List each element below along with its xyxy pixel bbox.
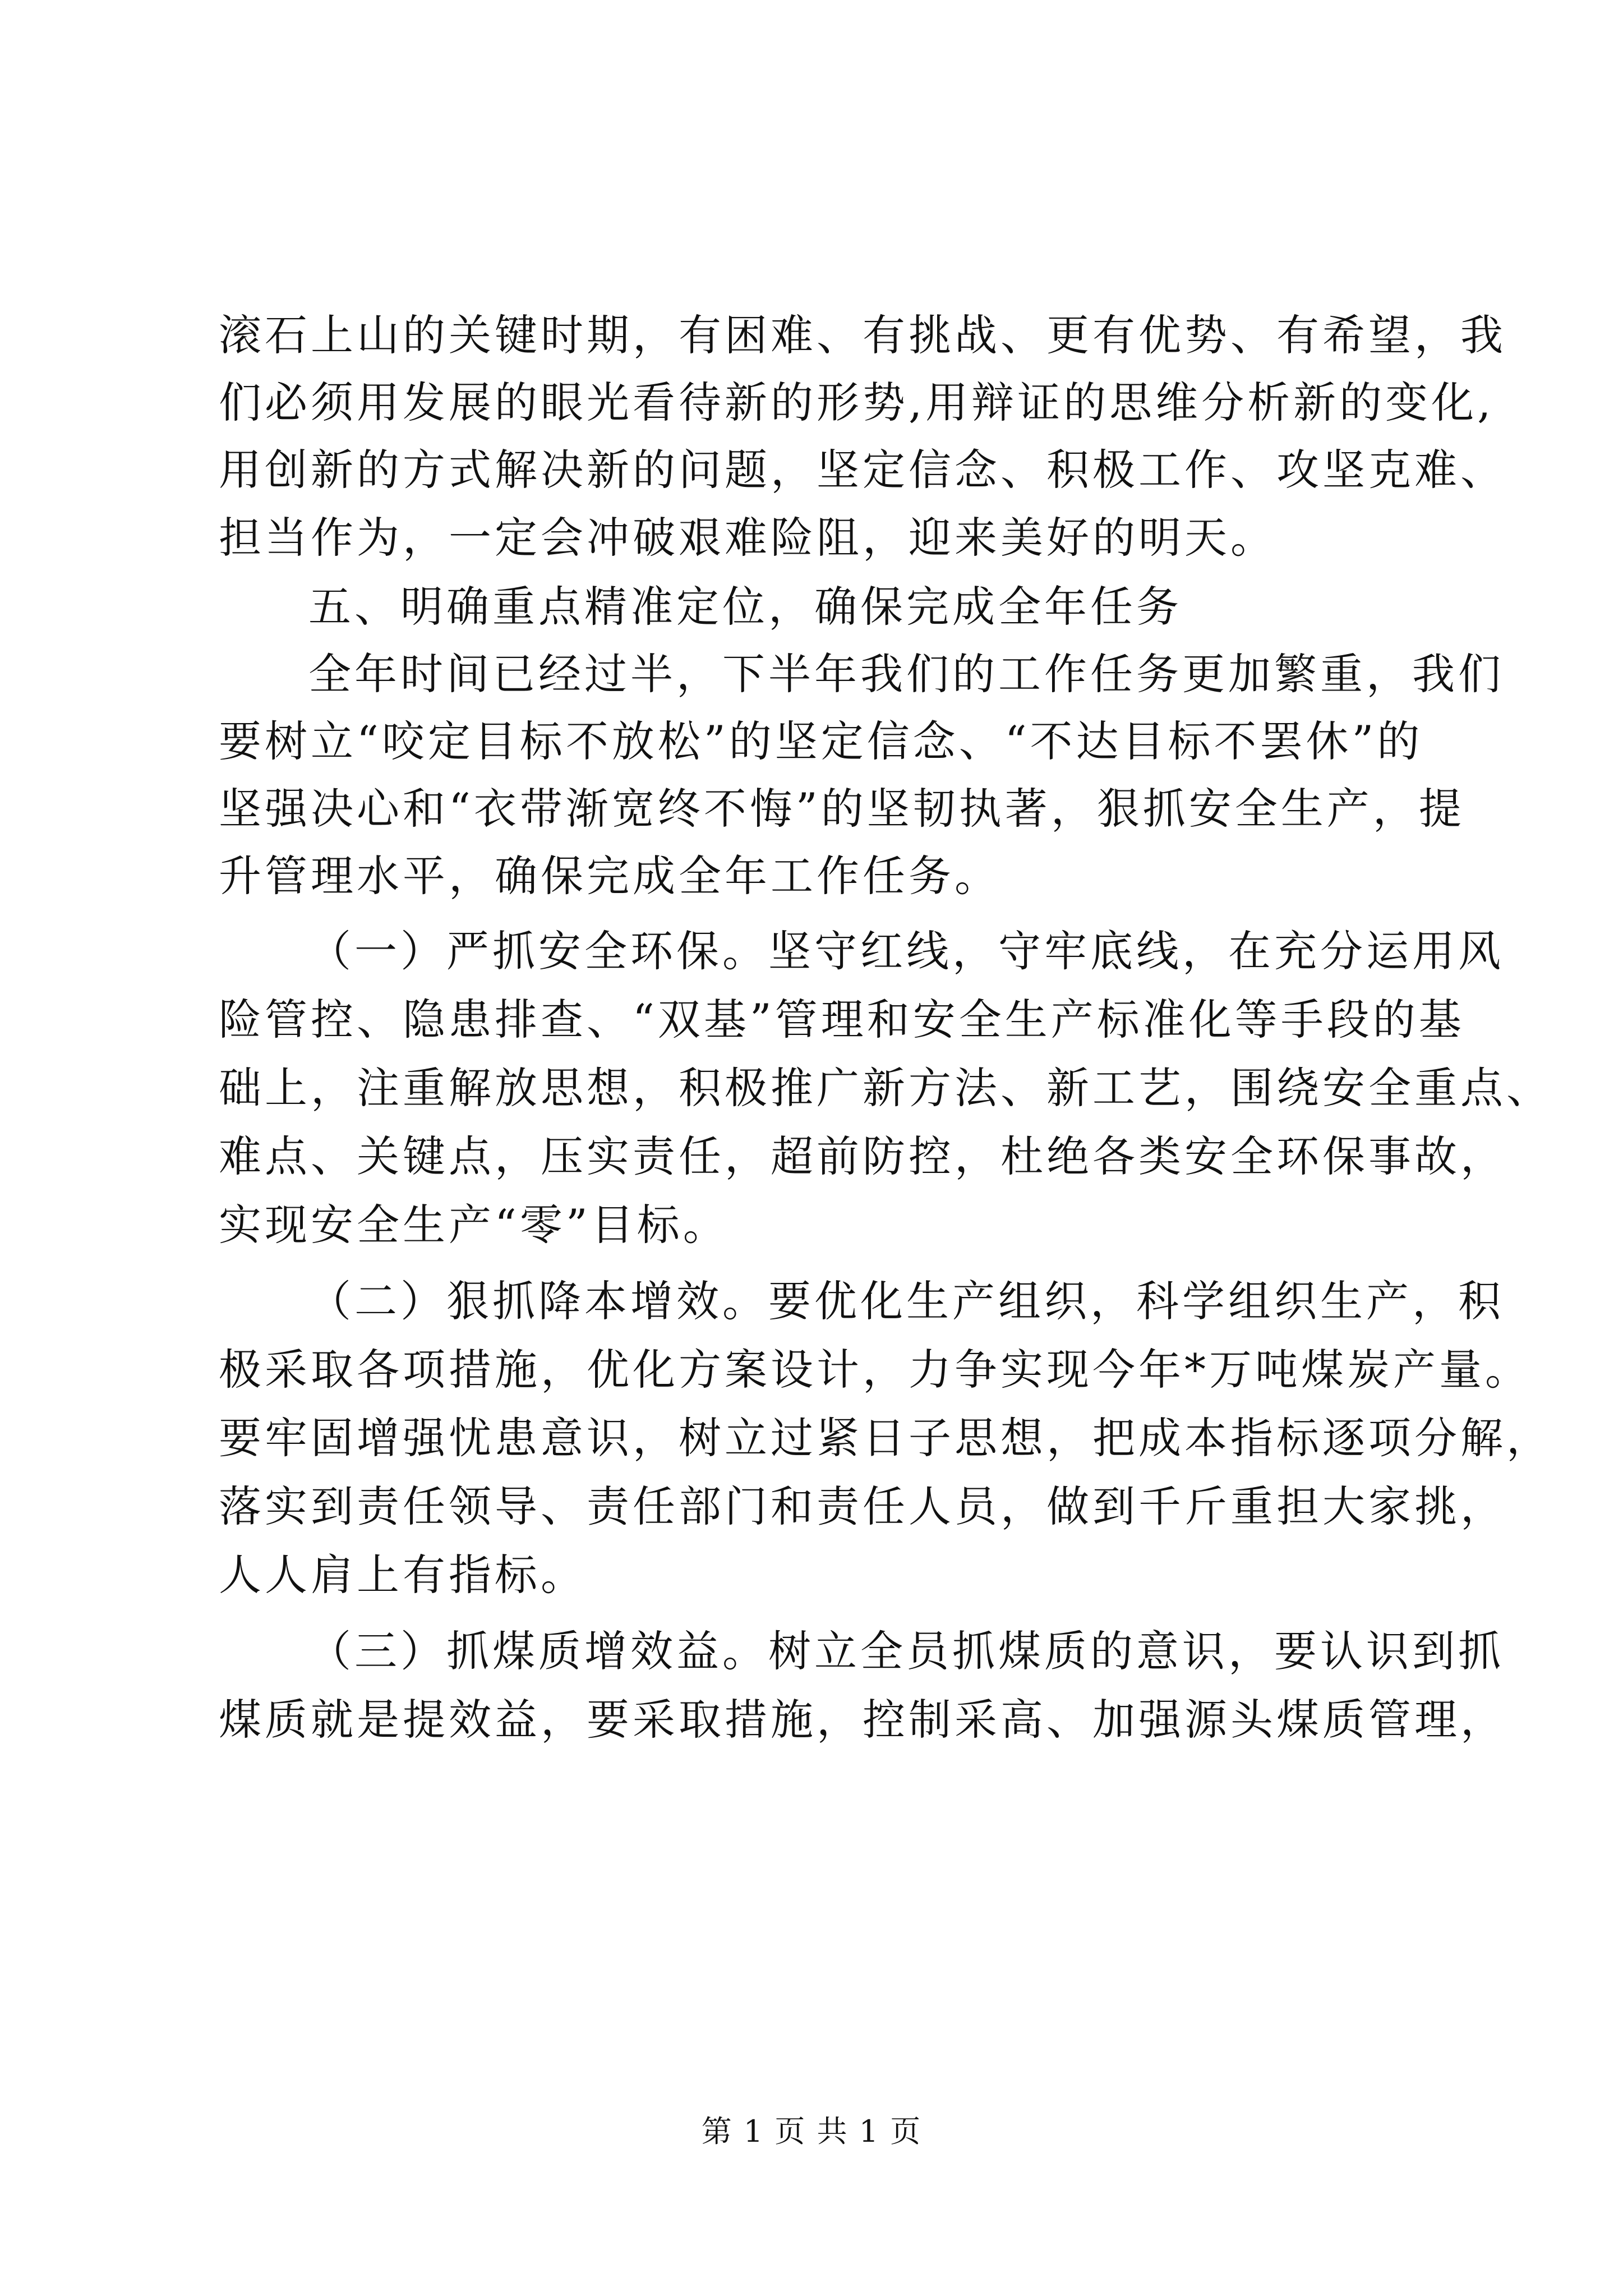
text-line-4: 担当作为，一定会冲破艰难险阻，迎来美好的明天。: [219, 513, 1276, 563]
text-line-10: （一）严抓安全环保。坚守红线，守牢底线，在充分运用风: [308, 926, 1504, 976]
text-line-2: 们必须用发展的眼光看待新的形势,用辩证的思维分析新的变化,: [219, 378, 1495, 427]
text-line-6: 全年时间已经过半，下半年我们的工作任务更加繁重，我们: [308, 649, 1504, 699]
text-line-7: 要树立“咬定目标不放松”的坚定信念、“不达目标不罢休”的: [219, 716, 1423, 766]
text-line-21: 煤质就是提效益，要采取措施，控制采高、加强源头煤质管理，: [219, 1695, 1506, 1745]
text-line-19: 人人肩上有指标。: [219, 1550, 587, 1600]
text-line-3: 用创新的方式解决新的问题，坚定信念、积极工作、攻坚克难、: [219, 445, 1506, 495]
text-line-20: （三）抓煤质增效益。树立全员抓煤质的意识，要认识到抓: [308, 1626, 1504, 1676]
text-line-9: 升管理水平，确保完成全年工作任务。: [219, 851, 1000, 901]
text-line-11: 险管控、隐患排查、“双基”管理和安全生产标准化等手段的基: [219, 995, 1465, 1045]
text-line-18: 落实到责任领导、责任部门和责任人员，做到千斤重担大家挑，: [219, 1481, 1506, 1531]
text-line-12: 础上，注重解放思想，积极推广新方法、新工艺，围绕安全重点、: [219, 1063, 1552, 1113]
text-line-15: （二）狠抓降本增效。要优化生产组织，科学组织生产，积: [308, 1276, 1504, 1326]
text-line-17: 要牢固增强忧患意识，树立过紧日子思想，把成本指标逐项分解，: [219, 1413, 1552, 1463]
text-line-8: 坚强决心和“衣带渐宽终不悔”的坚韧执著，狠抓安全生产，提: [219, 784, 1465, 834]
text-line-1: 滚石上山的关键时期，有困难、有挑战、更有优势、有希望，我: [219, 310, 1506, 360]
text-line-16: 极采取各项措施，优化方案设计，力争实现今年*万吨煤炭产量。: [219, 1345, 1531, 1395]
page-number-footer: 第 1 页 共 1 页: [701, 2114, 922, 2149]
section-heading: 五、明确重点精准定位，确保完成全年任务: [308, 582, 1182, 632]
text-line-13: 难点、关键点，压实责任，超前防控，杜绝各类安全环保事故，: [219, 1131, 1506, 1181]
text-line-14: 实现安全生产“零”目标。: [219, 1200, 729, 1250]
